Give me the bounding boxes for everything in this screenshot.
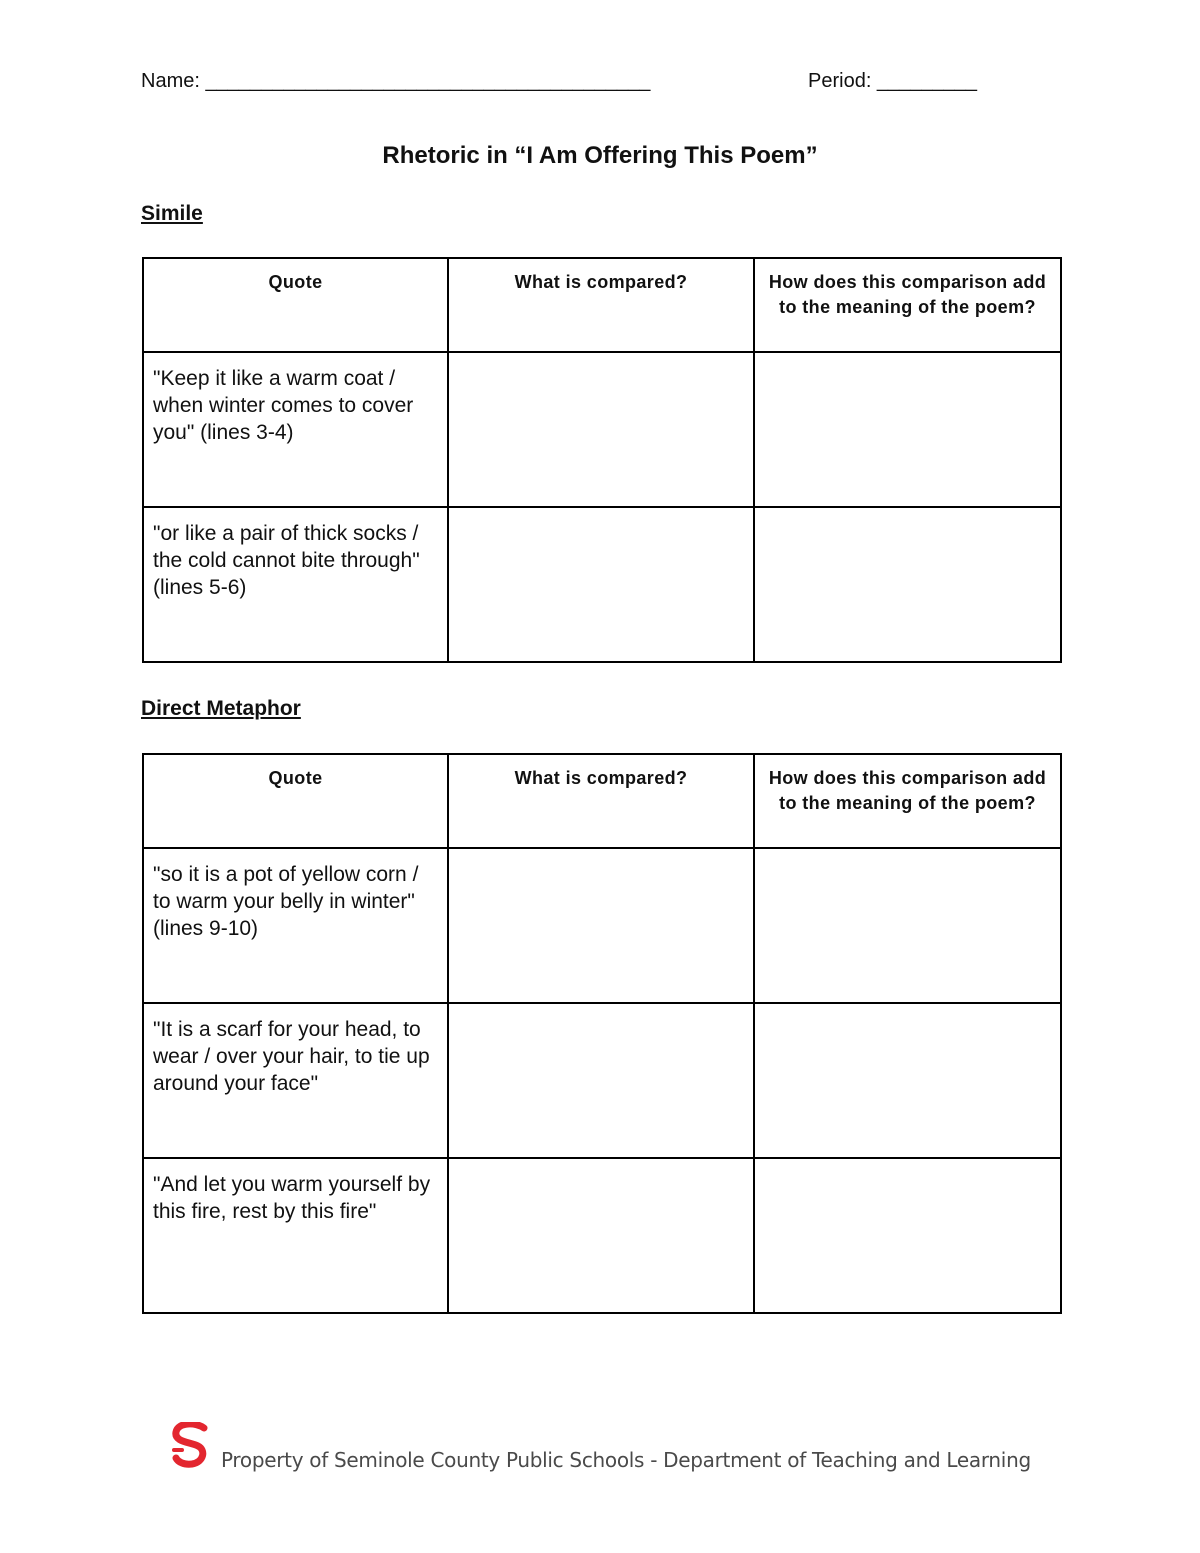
meaning-answer-cell[interactable]	[754, 352, 1061, 507]
table-row	[143, 1003, 1061, 1158]
meaning-answer-cell[interactable]	[754, 1003, 1061, 1158]
table-row	[143, 352, 1061, 507]
column-header-meaning: How does this comparison add to the meaning of the poem?	[754, 258, 1061, 352]
table-row	[143, 1158, 1061, 1313]
compared-answer-cell[interactable]	[448, 507, 754, 662]
page-title: Rhetoric in “I Am Offering This Poem”	[382, 142, 818, 169]
name-field-label: Name: ________________________________________	[141, 70, 651, 92]
column-header-quote: Quote	[143, 258, 448, 352]
period-field-label: Period: _________	[808, 70, 978, 92]
section-heading-direct-metaphor: Direct Metaphor	[141, 697, 301, 720]
quote-cell: "or like a pair of thick socks / the cold cannot bite through" (lines 5-6)	[143, 507, 448, 662]
table-row	[143, 507, 1061, 662]
meaning-answer-cell[interactable]	[754, 1158, 1061, 1313]
table-header-row	[143, 258, 1061, 352]
column-header-quote: Quote	[143, 754, 448, 848]
column-header-meaning: How does this comparison add to the meaning of the poem?	[754, 754, 1061, 848]
column-header-compared: What is compared?	[448, 754, 754, 848]
meaning-answer-cell[interactable]	[754, 507, 1061, 662]
simile-table	[142, 257, 1062, 663]
column-header-compared: What is compared?	[448, 258, 754, 352]
compared-answer-cell[interactable]	[448, 352, 754, 507]
quote-cell: "It is a scarf for your head, to wear / over your hair, to tie up around your face"	[143, 1003, 448, 1158]
section-heading-simile: Simile	[141, 202, 203, 225]
quote-cell: "so it is a pot of yellow corn / to warm your belly in winter" (lines 9-10)	[143, 848, 448, 1003]
compared-answer-cell[interactable]	[448, 848, 754, 1003]
table-row	[143, 848, 1061, 1003]
meaning-answer-cell[interactable]	[754, 848, 1061, 1003]
quote-cell: "And let you warm yourself by this fire, rest by this fire"	[143, 1158, 448, 1313]
compared-answer-cell[interactable]	[448, 1158, 754, 1313]
footer-property-text: Property of Seminole County Public Schools - Department of Teaching and Learning	[221, 1448, 1031, 1472]
seminole-s-logo-icon	[168, 1422, 212, 1470]
table-header-row	[143, 754, 1061, 848]
quote-cell: "Keep it like a warm coat / when winter comes to cover you" (lines 3-4)	[143, 352, 448, 507]
compared-answer-cell[interactable]	[448, 1003, 754, 1158]
direct-metaphor-table	[142, 753, 1062, 1314]
